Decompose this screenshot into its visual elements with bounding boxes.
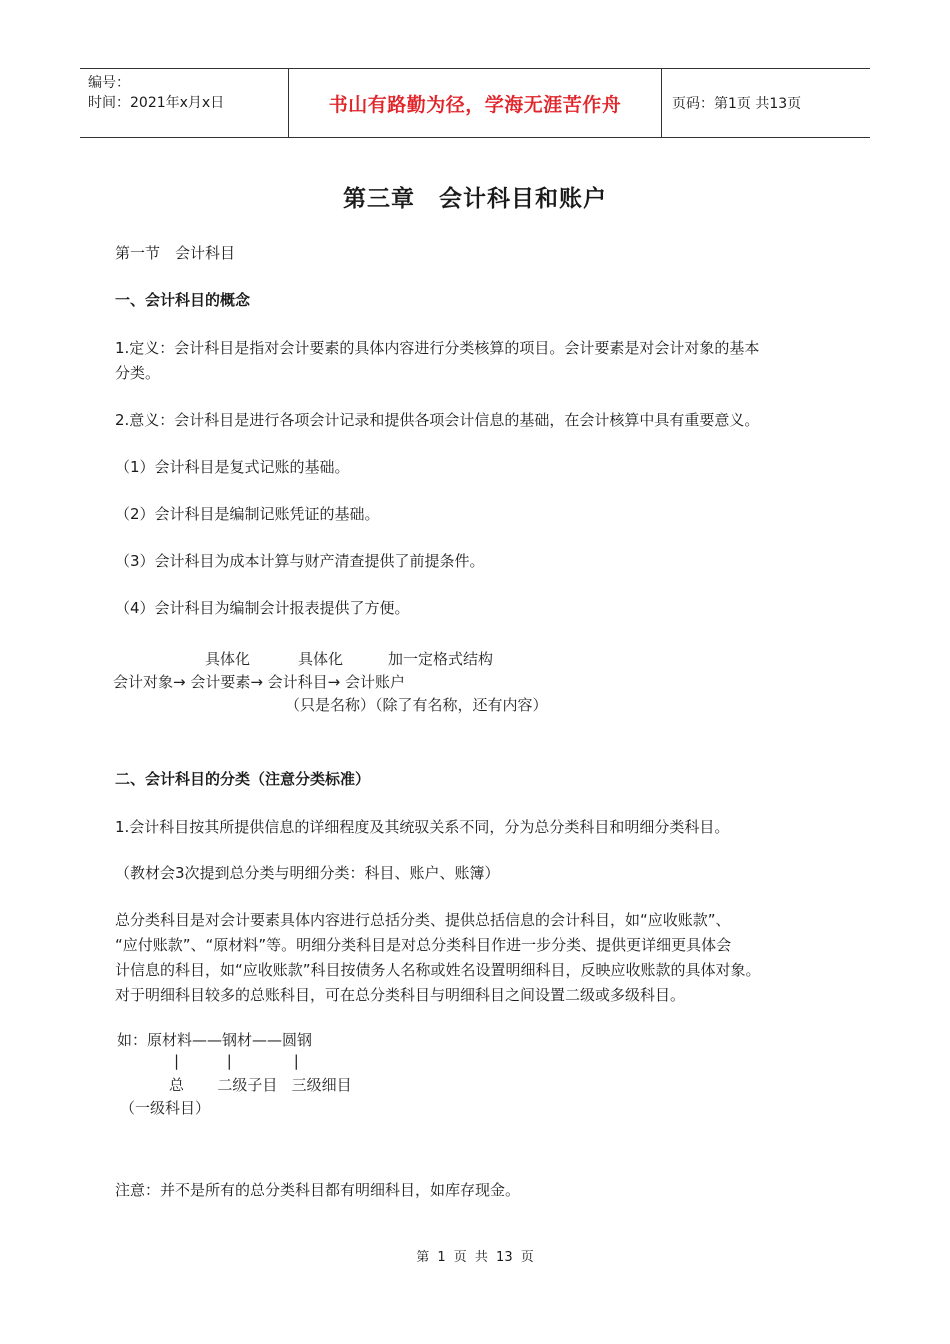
page-info-text: 页码：第1页 共13页 <box>672 96 802 112</box>
time-label: 时间：2021年x月x日 <box>88 95 225 111</box>
classification-note: （教材会3次提到总分类与明细分类：科目、账户、账簿） <box>115 864 500 882</box>
header-table <box>80 68 870 138</box>
number-label: 编号： <box>88 75 130 91</box>
flow-note: （只是名称）（除了有名称，还有内容） <box>285 696 548 714</box>
header-left-cell <box>80 69 288 137</box>
section-heading: 第一节 会计科目 <box>115 244 236 262</box>
point-2: （2）会计科目是编制记账凭证的基础。 <box>115 505 380 523</box>
meaning-line: 2.意义：会计科目是进行各项会计记录和提供各项会计信息的基础，在会计核算中具有重要意义。 <box>115 411 760 429</box>
example-first-level: （一级科目） <box>120 1099 211 1117</box>
paragraph-line-4: 对于明细科目较多的总账科目，可在总分类科目与明细科目之间设置二级或多级科目。 <box>115 986 686 1004</box>
paragraph-line-3: 计信息的科目，如“应收账款”科目按债务人名称或姓名设置明细科目，反映应收账款的具体对象。 <box>115 961 761 979</box>
point-1: （1）会计科目是复式记账的基础。 <box>115 458 350 476</box>
example-line: 如：原材料——钢材——圆钢 <box>117 1031 313 1049</box>
definition-line-2: 分类。 <box>115 364 161 382</box>
example-bars: | | | <box>174 1052 299 1070</box>
page-footer: 第 1 页 共 13 页 <box>416 1250 534 1265</box>
paragraph-line-1: 总分类科目是对会计要素具体内容进行总括分类、提供总括信息的会计科目，如“应收账款”、 <box>115 911 731 929</box>
flow-label-2: 具体化 <box>298 650 344 668</box>
flow-label-3: 加一定格式结构 <box>388 650 494 668</box>
point-3: （3）会计科目为成本计算与财产清查提供了前提条件。 <box>115 552 485 570</box>
motto-text: 书山有路勤为径，学海无涯苦作舟 <box>328 93 622 116</box>
chapter-title: 第三章 会计科目和账户 <box>343 186 607 212</box>
flow-label-1: 具体化 <box>205 650 251 668</box>
heading-classification: 二、会计科目的分类（注意分类标准） <box>115 770 371 788</box>
example-levels: 总 二级子目 三级细目 <box>169 1076 352 1094</box>
motto-cell <box>288 69 662 137</box>
definition-line-1: 1.定义：会计科目是指对会计要素的具体内容进行分类核算的项目。会计要素是对会计对象的基本 <box>115 339 760 357</box>
page-info-cell <box>662 69 870 137</box>
flow-chain: 会计对象→ 会计要素→ 会计科目→ 会计账户 <box>113 673 406 691</box>
point-4: （4）会计科目为编制会计报表提供了方便。 <box>115 599 410 617</box>
classification-line: 1.会计科目按其所提供信息的详细程度及其统驭关系不同，分为总分类科目和明细分类科目。 <box>115 818 730 836</box>
heading-concept: 一、会计科目的概念 <box>115 291 251 309</box>
paragraph-line-2: “应付账款”、“原材料”等。明细分类科目是对总分类科目作进一步分类、提供更详细更具体会 <box>115 936 732 954</box>
note-line: 注意：并不是所有的总分类科目都有明细科目，如库存现金。 <box>115 1181 521 1199</box>
